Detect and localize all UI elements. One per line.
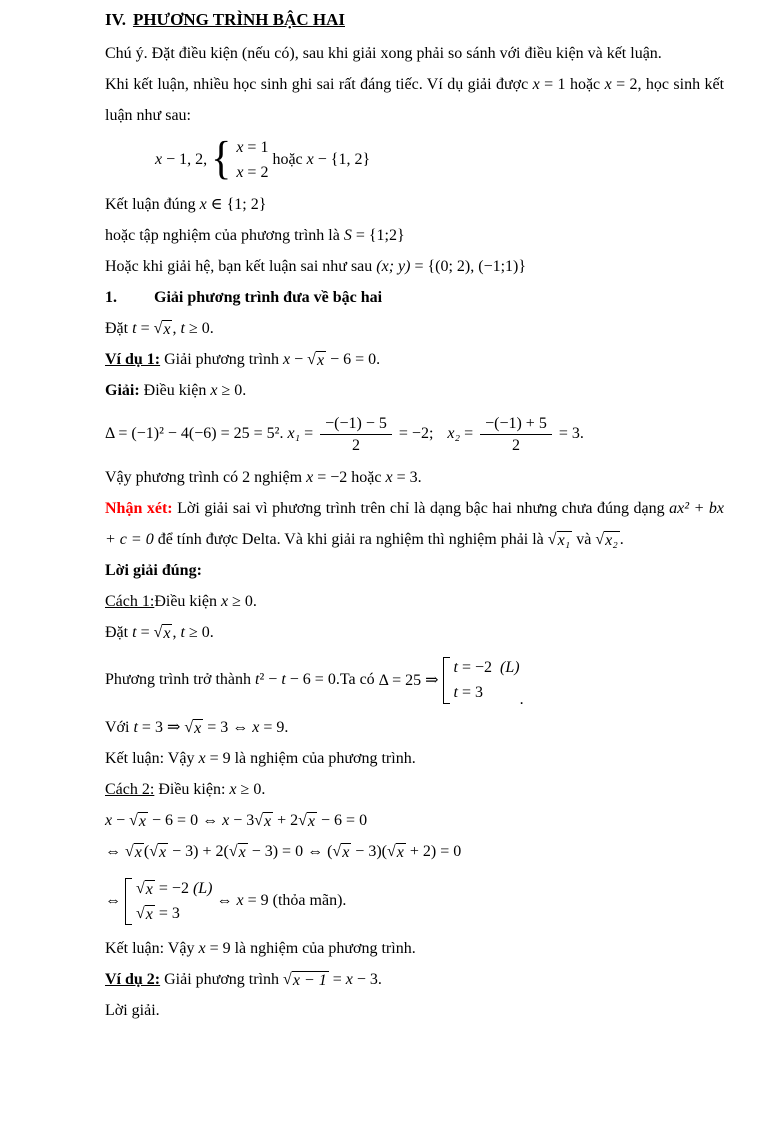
math-text: = 9.: [259, 719, 289, 736]
case-value: = −2: [154, 879, 193, 897]
left-bracket: [125, 878, 132, 925]
text: =: [460, 425, 478, 442]
radicand: x: [134, 844, 142, 861]
radical-sign: √: [125, 843, 134, 860]
math-var-t: t: [132, 320, 137, 337]
math-text: −: [112, 812, 130, 829]
radical-sign: √: [153, 624, 163, 641]
solve-label: Giải:: [105, 382, 140, 399]
radicand: x: [159, 844, 167, 861]
radical-sign: √: [228, 843, 238, 860]
radical: [548, 530, 572, 550]
case-rows: [136, 878, 213, 925]
text: =: [136, 320, 154, 337]
left-bracket: [443, 657, 450, 704]
wrong-result-line: [105, 462, 724, 493]
math-text: − 6 = 0: [317, 812, 368, 829]
case-value: = 1: [243, 138, 269, 156]
text: (thỏa mãn).: [268, 892, 347, 909]
example-2-line: [105, 964, 724, 995]
math-pair-xy: (x; y): [376, 258, 411, 275]
radical: [136, 904, 155, 924]
equiv-arrow: ⇔: [212, 892, 237, 909]
text: −: [290, 351, 308, 368]
text: Kết luận đúng: [105, 196, 200, 213]
radicand: x: [163, 625, 171, 642]
text: =: [300, 425, 318, 442]
remark-text-3: và: [572, 531, 596, 548]
math-var-t: t: [281, 671, 286, 688]
math-text: − 3: [229, 812, 255, 829]
radical: [254, 811, 273, 831]
method-2-line: [105, 774, 724, 805]
intro-text-3: = 2, học sinh kết luận như sau:: [105, 76, 725, 124]
text: Ta có: [339, 671, 379, 688]
math-var-x: x: [283, 351, 291, 368]
math-var-t: t: [132, 624, 137, 641]
radical-sign: √: [547, 531, 557, 548]
text: ≥ 0.: [184, 320, 214, 337]
text: Điều kiện: [154, 593, 221, 610]
case-row-1: [454, 657, 520, 679]
radical: [149, 842, 168, 862]
radicand: x: [194, 720, 202, 737]
intro-text-1: Khi kết luận, nhiều học sinh ghi sai rất đáng tiếc. Ví dụ giải được: [105, 76, 533, 93]
radical: [332, 842, 351, 862]
case-row-1: [136, 878, 213, 900]
intro-text-2: = 1 hoặc: [539, 76, 605, 93]
math-var-x: x: [236, 138, 244, 156]
math-text: − 6 = 0.: [285, 671, 340, 688]
text: Kết luận: Vậy: [105, 750, 199, 767]
equation-chain-2: [105, 836, 724, 867]
correct-solution-label: Lời giải đúng:: [105, 562, 202, 579]
remark-text-2: để tính được Delta. Và khi giải ra nghiệm thì nghiệm phải là: [153, 531, 548, 548]
radicand: x: [145, 905, 153, 923]
note-text: Chú ý. Đặt điều kiện (nếu có), sau khi giải xong phải so sánh với điều kiện và kết luận.: [105, 45, 662, 62]
text: Điều kiện: [139, 382, 211, 399]
math-var-t: t: [133, 719, 138, 736]
solution-label-line: [105, 995, 724, 1026]
radical: [229, 842, 248, 862]
radical: [136, 879, 155, 899]
text: = 9 là nghiệm của phương trình.: [205, 940, 416, 957]
text: = 3.: [392, 469, 422, 486]
case-rows: [454, 657, 520, 704]
period: .: [519, 691, 524, 708]
radical: [298, 811, 317, 831]
text: ≥ 0.: [184, 624, 214, 641]
radical: [184, 718, 203, 738]
left-brace: {: [211, 133, 232, 185]
radical-sign: √: [149, 843, 158, 860]
case-row-1: [236, 137, 268, 159]
text: Điều kiện:: [154, 781, 230, 798]
wrong-conclusion-intro: [105, 69, 724, 131]
math-var-t: t: [453, 683, 458, 701]
radical-sign: √: [129, 812, 138, 829]
math-var-x: x: [198, 750, 206, 767]
math-var-x: x: [210, 382, 218, 399]
method-1-label: Cách 1:: [105, 593, 155, 610]
rejected-mark: (L): [192, 879, 213, 897]
example-2-label: Ví dụ 2:: [105, 971, 161, 988]
math-var-x: x: [345, 971, 353, 988]
page-title: [105, 6, 724, 33]
radical-sign: √: [254, 812, 263, 829]
math-text: ² −: [259, 671, 282, 688]
radical: [595, 530, 619, 550]
text: ,: [172, 624, 181, 641]
text: ≥ 0.: [228, 593, 257, 610]
conclusion-line-1: [105, 743, 724, 774]
case-row-2: [236, 162, 268, 184]
text: hoặc tập nghiệm của phương trình là: [105, 227, 344, 244]
text: = 9 là nghiệm của phương trình.: [205, 750, 416, 767]
formula-text: − {1, 2}: [313, 151, 371, 168]
rejected-mark: (L): [500, 658, 520, 676]
text: = −2;: [394, 425, 434, 442]
math-var-x1: x₁: [287, 425, 301, 442]
fraction-2: [480, 413, 552, 456]
solve-condition-line: [105, 375, 724, 406]
math-var-x: x: [236, 163, 244, 181]
math-var-x: x: [236, 892, 244, 909]
numerator: −(−1) + 5: [480, 413, 552, 435]
case-value: = 3: [154, 904, 180, 922]
math-var-x: x: [306, 151, 314, 168]
math-text: = 9: [243, 892, 269, 909]
wrong-conclusion-formula: [155, 133, 724, 187]
case-rows: [236, 137, 268, 184]
text: =: [136, 624, 154, 641]
bracket-cases: [443, 657, 520, 704]
math-var-S: S: [343, 227, 352, 244]
substitution-line-1: [105, 313, 724, 344]
text: ≥ 0.: [236, 781, 266, 798]
radical-sign: √: [332, 843, 342, 860]
math-var-t: t: [180, 624, 185, 641]
math-var-t: t: [180, 320, 185, 337]
math-text: =: [328, 971, 346, 988]
radical-sign: √: [153, 320, 163, 337]
conclusion-line-2: [105, 933, 724, 964]
math-text: − 6 = 0 ⇔: [148, 812, 223, 829]
radical: [387, 842, 406, 862]
denominator: 2: [511, 436, 520, 454]
title-number: IV.: [105, 10, 126, 29]
text: − 6 = 0.: [326, 351, 381, 368]
math-var-x: x: [105, 812, 113, 829]
brace-cases: [211, 133, 269, 185]
radical-sign: √: [307, 351, 316, 368]
solution-label: Lời giải.: [105, 1002, 160, 1019]
denominator: 2: [352, 436, 361, 454]
sqrt-cases-line: [105, 872, 724, 930]
radicand: x: [316, 352, 325, 369]
with-t-line: [105, 712, 724, 743]
text: Phương trình trở thành: [105, 671, 256, 688]
math-text: = 3 ⇒: [137, 719, 185, 736]
example-1-line: [105, 344, 724, 375]
case-row-2: [454, 682, 520, 704]
radicand: x: [163, 321, 171, 338]
solution-set-line: [105, 220, 724, 251]
radicand: x: [238, 844, 246, 861]
math-var-x: x: [604, 76, 612, 93]
remark-text-4: .: [619, 531, 624, 548]
section-1-heading: [105, 282, 724, 313]
math-var-x: x: [306, 469, 314, 486]
correct-conclusion-line: [105, 189, 724, 220]
case-value: = 2: [243, 163, 269, 181]
remark-label: Nhận xét:: [105, 500, 173, 517]
method-1-line: [105, 586, 724, 617]
text: Giải phương trình: [160, 971, 284, 988]
math-text: ⇔: [105, 843, 125, 860]
equiv-arrow: ⇔: [105, 892, 125, 909]
math-var-x: x: [229, 781, 237, 798]
delta-head: Δ = (−1)² − 4(−6) = 25 = 5².: [105, 425, 288, 442]
section-number: 1.: [105, 289, 117, 306]
radicand: x₁: [557, 532, 571, 549]
radical: [154, 319, 173, 339]
radicand: x: [342, 844, 350, 861]
section-title: Giải phương trình đưa về bậc hai: [154, 289, 383, 306]
radicand: x: [138, 813, 147, 830]
case-row-2: [136, 903, 213, 925]
radical-sign: √: [298, 812, 307, 829]
radicand: x: [307, 813, 316, 830]
math-var-t: t: [453, 658, 458, 676]
radicand: x − 1: [292, 972, 327, 989]
radicand: x: [396, 844, 404, 861]
math-text: − 3) + 2(: [168, 843, 229, 860]
text: Kết luận: Vậy: [105, 940, 199, 957]
formula-text: hoặc: [268, 151, 307, 168]
radical: [125, 842, 144, 862]
text: Vậy phương trình có 2 nghiệm: [105, 469, 307, 486]
radical: [129, 811, 148, 831]
math-var-x: x: [199, 196, 207, 213]
text: = −2 hoặc: [313, 469, 386, 486]
math-var-x: x: [220, 593, 229, 610]
title-text: PHƯƠNG TRÌNH BẬC HAI: [132, 10, 345, 29]
math-text: − 3.: [352, 971, 382, 988]
text: Đặt: [105, 320, 133, 337]
delta-formula-line: [105, 408, 724, 460]
text: = 3.: [554, 425, 584, 442]
math-text: − 3)(: [351, 843, 387, 860]
radical-sign: √: [136, 904, 145, 922]
math-set: = {(0; 2), (−1;1)}: [410, 258, 527, 275]
radical: [154, 623, 173, 643]
math-var-x: x: [532, 76, 540, 93]
radical-sign: √: [136, 879, 145, 897]
text: ,: [172, 320, 181, 337]
bracket-cases: [125, 878, 213, 925]
text: Với: [105, 719, 134, 736]
radical-sign: √: [184, 719, 194, 736]
math-text: + 2) = 0: [405, 843, 462, 860]
remark-paragraph: [105, 493, 724, 555]
note-line: [105, 38, 724, 69]
math-set: ∈ {1; 2}: [206, 196, 267, 213]
numerator: −(−1) − 5: [320, 413, 392, 435]
radical-sign: √: [386, 843, 396, 860]
equation-chain-1: [105, 805, 724, 836]
correct-solution-heading: [105, 555, 724, 586]
case-value: = −2: [457, 658, 501, 676]
text: Giải phương trình: [160, 351, 284, 368]
math-var-x: x: [252, 719, 260, 736]
radicand: x: [145, 880, 153, 898]
math-text: Δ = 25 ⇒: [378, 672, 443, 689]
math-set: = {1;2}: [351, 227, 405, 244]
math-quadratic-form: ax² + bx + c = 0: [105, 500, 725, 548]
math-var-t: t: [255, 671, 260, 688]
math-var-x2: x₂: [447, 425, 461, 442]
example-1-label: Ví dụ 1:: [105, 351, 161, 368]
case-value: = 3: [457, 683, 483, 701]
fraction-1: [320, 413, 392, 456]
radical-sign: √: [283, 971, 292, 988]
system-conclusion-line: [105, 251, 724, 282]
radical: [307, 350, 326, 370]
radicand: x₂: [605, 532, 618, 549]
math-var-x: x: [385, 469, 393, 486]
math-var-x: x: [222, 812, 230, 829]
text: Đặt: [105, 624, 133, 641]
math-text: − 3) = 0 ⇔ (: [247, 843, 333, 860]
radicand: x: [264, 813, 272, 830]
math-var-x: x: [155, 151, 163, 168]
method-2-label: Cách 2:: [105, 781, 155, 798]
text: Hoặc khi giải hệ, bạn kết luận sai như sau: [105, 258, 377, 275]
math-text: + 2: [273, 812, 299, 829]
substitution-line-2: [105, 617, 724, 648]
transformed-equation-line: [105, 651, 724, 709]
math-text: (: [143, 843, 150, 860]
text: ≥ 0.: [217, 382, 247, 399]
radical: [283, 970, 329, 990]
remark-text-1: Lời giải sai vì phương trình trên chỉ là dạng bậc hai nhưng chưa đúng dạng: [172, 500, 670, 517]
radical-sign: √: [595, 531, 605, 548]
math-text: = 3 ⇔: [203, 719, 253, 736]
math-var-x: x: [198, 940, 206, 957]
formula-text: − 1, 2,: [162, 151, 212, 168]
